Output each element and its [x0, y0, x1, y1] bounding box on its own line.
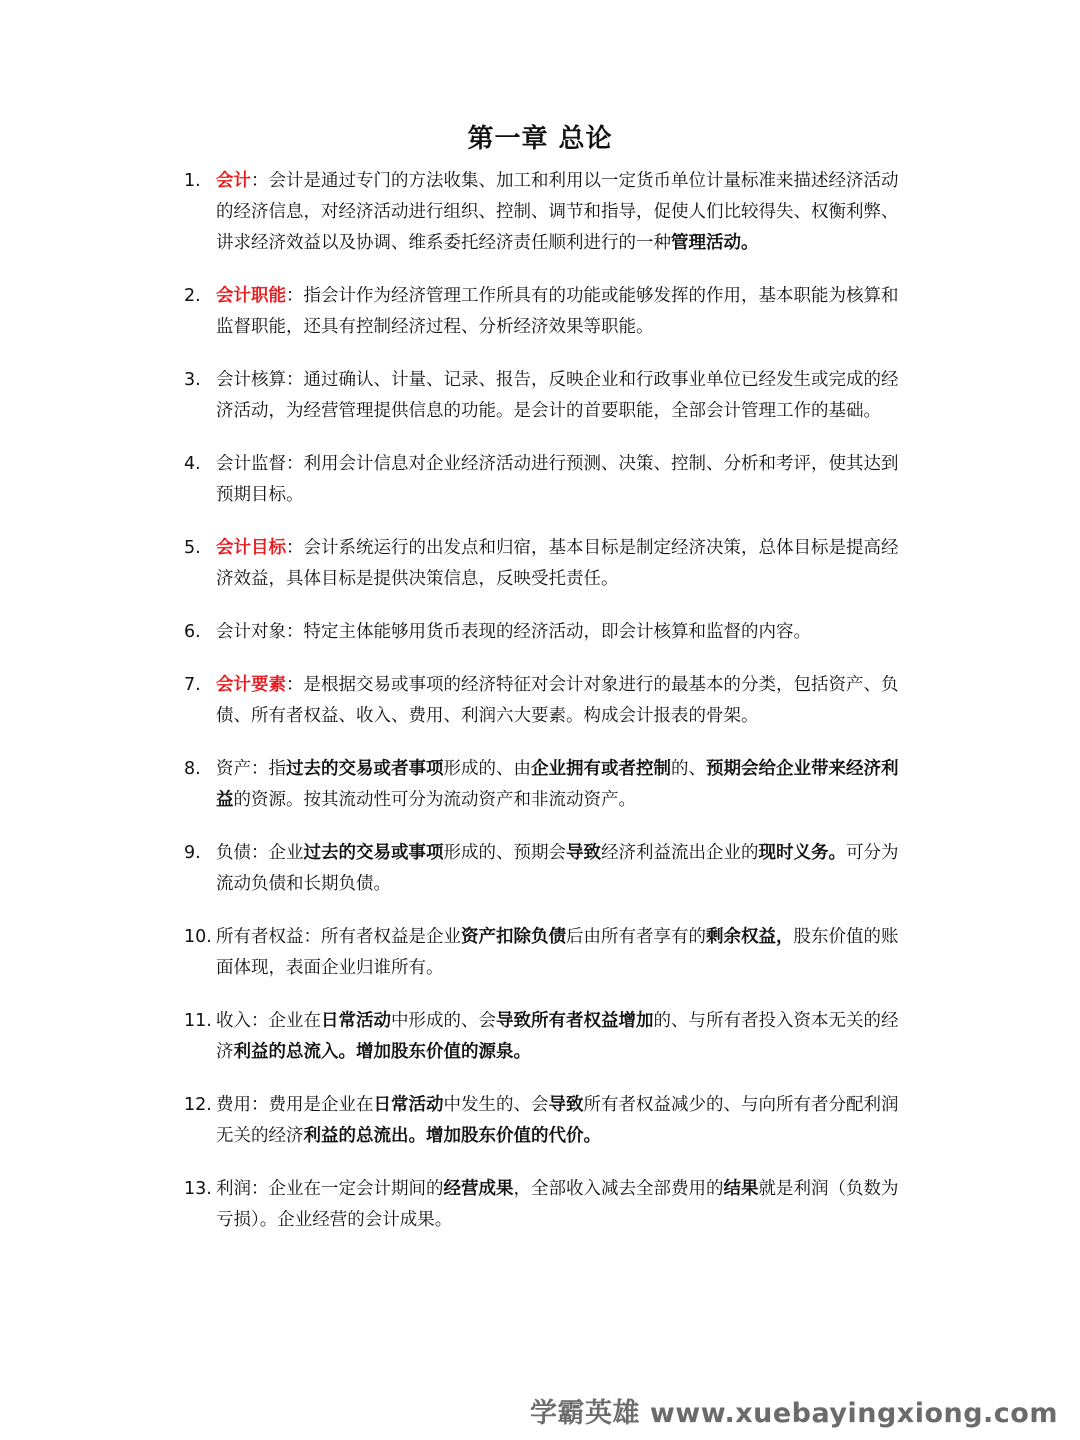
- item-number: 1.: [184, 171, 201, 191]
- text-segment: 负债：企业: [216, 843, 304, 863]
- item-number: 13.: [184, 1179, 212, 1199]
- item-text: [216, 670, 900, 732]
- bold-text: 剩余权益，: [706, 927, 794, 947]
- list-item: [184, 617, 900, 648]
- bold-text: 日常活动: [373, 1095, 444, 1115]
- list-item: [184, 166, 900, 259]
- term-highlight: 会计目标: [216, 538, 286, 558]
- bold-text: 日常活动: [321, 1011, 391, 1031]
- bold-text: 导致: [548, 1095, 584, 1115]
- item-number: 3.: [184, 370, 201, 390]
- bold-text: 利益的总流入。增加股东价值的源泉。: [233, 1042, 531, 1062]
- list-item: [184, 1174, 900, 1236]
- bold-text: 过去的交易或者事项: [286, 759, 444, 779]
- text-segment: 会计监督：利用会计信息对企业经济活动进行预测、决策、控制、分析和考评，使其达到预期目标。: [216, 454, 899, 505]
- item-text: [216, 449, 900, 511]
- text-segment: 会计核算：通过确认、计量、记录、报告，反映企业和行政事业单位已经发生或完成的经济活动，为经营管理提供信息的功能。是会计的首要职能，全部会计管理工作的基础。: [216, 370, 899, 421]
- text-segment: 中发生的、会: [443, 1095, 549, 1115]
- text-segment: 利润：企业在一定会计期间的: [216, 1179, 444, 1199]
- item-text: [216, 166, 900, 259]
- text-segment: ，全部收入减去全部费用的: [513, 1179, 724, 1199]
- item-text: [216, 365, 900, 427]
- list-item: [184, 449, 900, 511]
- text-segment: 资产：指: [216, 759, 286, 779]
- item-text: [216, 281, 900, 343]
- footer-watermark: 学霸英雄 www.xuebayingxiong.com: [529, 1398, 1058, 1429]
- item-number: 4.: [184, 454, 201, 474]
- item-number: 2.: [184, 286, 201, 306]
- item-number: 8.: [184, 759, 201, 779]
- text-segment: 就是利润（负数为亏损）。企业经营的会计成果。: [216, 1179, 899, 1230]
- term-highlight: 会计: [216, 171, 251, 191]
- text-segment: ：会计系统运行的出发点和归宿，基本目标是制定经济决策，总体目标是提高经济效益，具体目标是提供决策信息，反映受托责任。: [216, 538, 899, 589]
- bold-text: 利益的总流出。增加股东价值的代价。: [303, 1126, 601, 1146]
- bold-text: 管理活动。: [671, 233, 759, 253]
- list-item: [184, 281, 900, 343]
- item-number: 11.: [184, 1011, 212, 1031]
- text-segment: 的、与所有者投入资本无关的经济: [216, 1011, 899, 1062]
- item-number: 10.: [184, 927, 212, 947]
- list-item: [184, 533, 900, 595]
- text-segment: 形成的、预期会: [443, 843, 566, 863]
- item-number: 9.: [184, 843, 201, 863]
- text-segment: 的、: [671, 759, 706, 779]
- list-item: [184, 670, 900, 732]
- bold-text: 资产扣除负债: [461, 927, 566, 947]
- text-segment: ：是根据交易或事项的经济特征对会计对象进行的最基本的分类，包括资产、负债、所有者权益、收入、费用、利润六大要素。构成会计报表的骨架。: [216, 675, 899, 726]
- list-item: [184, 754, 900, 816]
- text-segment: 收入：企业在: [216, 1011, 321, 1031]
- text-segment: 后由所有者享有的: [566, 927, 706, 947]
- item-text: [216, 754, 900, 816]
- bold-text: 企业拥有或者控制: [531, 759, 671, 779]
- bold-text: 经营成果: [443, 1179, 514, 1199]
- list-item: [184, 1006, 900, 1068]
- definition-list: [184, 166, 900, 1236]
- term-highlight: 会计职能: [216, 286, 286, 306]
- item-text: [216, 922, 900, 984]
- item-number: 5.: [184, 538, 201, 558]
- text-segment: 所有者权益减少的、与向所有者分配利润无关的经济: [216, 1095, 899, 1146]
- text-segment: ：会计是通过专门的方法收集、加工和利用以一定货币单位计量标准来描述经济活动的经济信息，对经济活动进行组织、控制、调节和指导，促使人们比较得失、权衡利弊、讲求经济效益以及协调、维系委托经济责任顺利进行的一种: [216, 171, 899, 253]
- item-text: [216, 1090, 900, 1152]
- list-item: [184, 838, 900, 900]
- text-segment: 中形成的、会: [391, 1011, 496, 1031]
- text-segment: 形成的、由: [443, 759, 531, 779]
- text-segment: 的资源。按其流动性可分为流动资产和非流动资产。: [233, 790, 636, 810]
- text-segment: 经济利益流出企业的: [601, 843, 759, 863]
- item-text: [216, 533, 900, 595]
- bold-text: 导致: [566, 843, 601, 863]
- text-segment: ：指会计作为经济管理工作所具有的功能或能够发挥的作用，基本职能为核算和监督职能，还具有控制经济过程、分析经济效果等职能。: [216, 286, 899, 337]
- bold-text: 现时义务。: [758, 843, 846, 863]
- item-text: [216, 1006, 900, 1068]
- text-segment: 会计对象：特定主体能够用货币表现的经济活动，即会计核算和监督的内容。: [216, 622, 811, 642]
- text-segment: 所有者权益：所有者权益是企业: [216, 927, 461, 947]
- text-segment: 费用：费用是企业在: [216, 1095, 374, 1115]
- item-number: 6.: [184, 622, 201, 642]
- page-title: 第一章 总论: [467, 124, 613, 154]
- item-text: [216, 1174, 900, 1236]
- item-number: 7.: [184, 675, 201, 695]
- item-number: 12.: [184, 1095, 212, 1115]
- item-text: [216, 838, 900, 900]
- bold-text: 预期会给企业带来经济利益: [216, 759, 899, 810]
- bold-text: 过去的交易或事项: [303, 843, 444, 863]
- text-segment: 可分为流动负债和长期负债。: [216, 843, 899, 894]
- item-text: [216, 617, 900, 648]
- bold-text: 导致所有者权益增加: [496, 1011, 654, 1031]
- list-item: [184, 922, 900, 984]
- list-item: [184, 365, 900, 427]
- list-item: [184, 1090, 900, 1152]
- text-segment: 股东价值的账面体现，表面企业归谁所有。: [216, 927, 899, 978]
- bold-text: 结果: [723, 1179, 759, 1199]
- term-highlight: 会计要素: [216, 675, 286, 695]
